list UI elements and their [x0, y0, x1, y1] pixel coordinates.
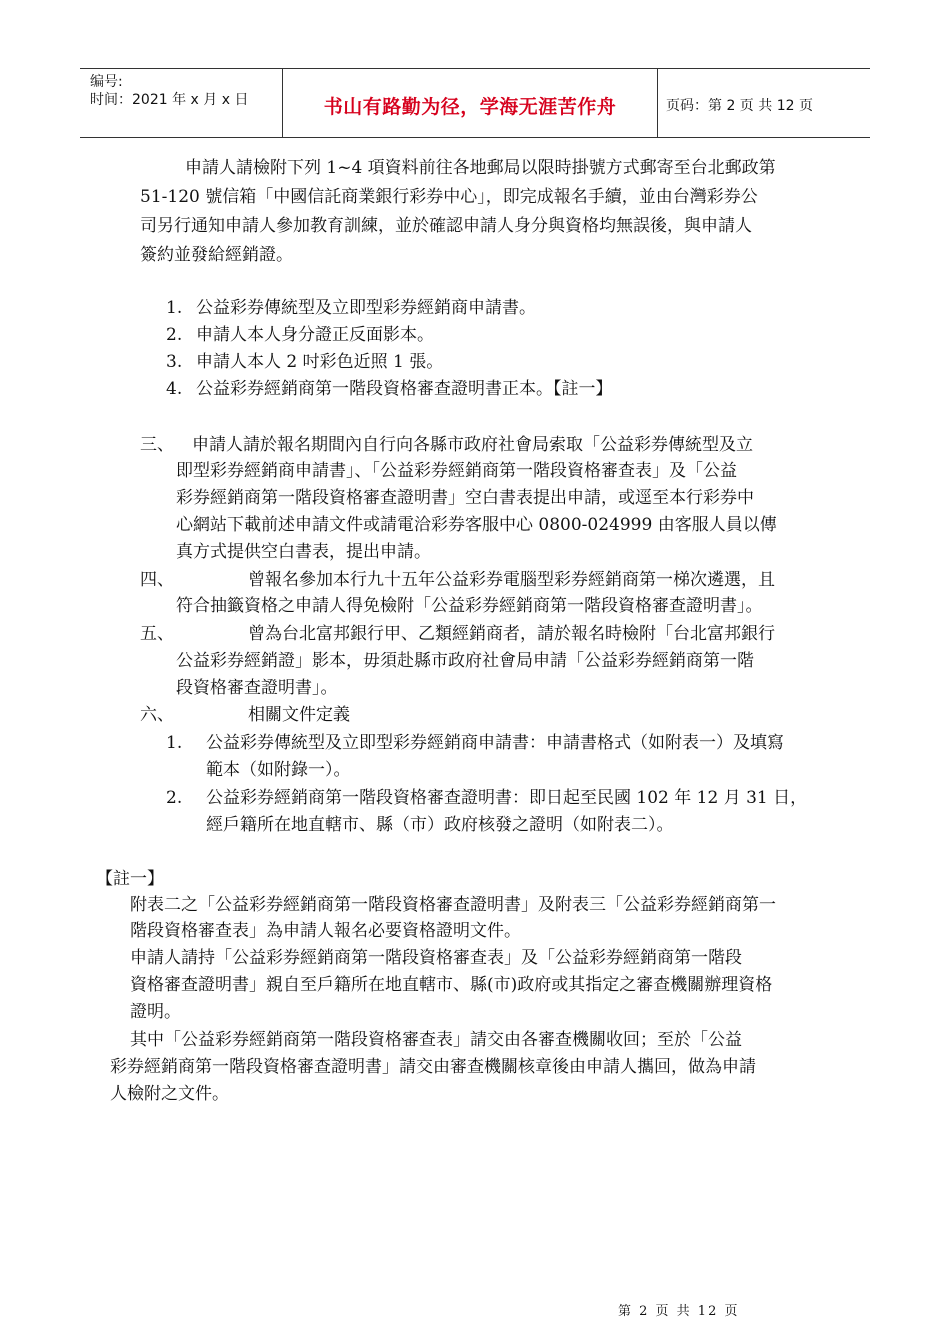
note-line: 彩券經銷商第一階段資格審查證明書」請交由審查機關核章後由申請人攜回，做為申請 — [110, 1057, 756, 1077]
list-item: 申請人本人身分證正反面影本。 — [196, 325, 434, 345]
time-label: 时间：2021 年 x 月 x 日 — [90, 92, 249, 108]
section-line: 彩券經銷商第一階段資格審查證明書」空白書表提出申請，或逕至本行彩券中 — [176, 488, 754, 508]
section-number: 五、 — [140, 624, 174, 644]
section-line: 符合抽籤資格之申請人得免檢附「公益彩券經銷商第一階段資格審查證明書」。 — [176, 596, 763, 616]
definition-line: 經戶籍所在地直轄市、縣（市）政府核發之證明（如附表二）。 — [206, 815, 674, 835]
list-item: 公益彩券經銷商第一階段資格審查證明書正本。【註一】 — [196, 379, 613, 399]
section-line: 真方式提供空白書表，提出申請。 — [176, 542, 431, 562]
definition-line: 公益彩券經銷商第一階段資格審查證明書：即日起至民國 102 年 12 月 31 日， — [206, 788, 808, 808]
number-label: 编号: — [90, 74, 123, 90]
note-line: 人檢附之文件。 — [110, 1084, 229, 1104]
list-item-number: 1. — [166, 298, 183, 318]
intro-line: 申請人請檢附下列 1~4 項資料前往各地郵局以限時掛號方式郵寄至台北郵政第 — [185, 158, 776, 178]
intro-line: 51-120 號信箱「中國信託商業銀行彩券中心」，即完成報名手續，並由台灣彩券公 — [140, 187, 758, 207]
intro-line: 司另行通知申請人參加教育訓練，並於確認申請人身分與資格均無誤後，與申請人 — [140, 216, 752, 236]
header-motto-cell — [283, 69, 658, 137]
section-line: 申請人請於報名期間內自行向各縣市政府社會局索取「公益彩券傳統型及立 — [192, 435, 753, 455]
note-title: 【註一】 — [96, 869, 164, 889]
definition-line: 公益彩券傳統型及立即型彩券經銷商申請書：申請書格式（如附表一）及填寫 — [206, 733, 784, 753]
note-line: 資格審查證明書」親自至戶籍所在地直轄市、縣(市)政府或其指定之審查機關辦理資格 — [130, 975, 773, 995]
page-footer: 第 2 页 共 12 页 — [618, 1304, 740, 1319]
note-line: 其中「公益彩券經銷商第一階段資格審查表」請交由各審查機關收回；至於「公益 — [130, 1030, 742, 1050]
section-line: 曾報名參加本行九十五年公益彩券電腦型彩券經銷商第一梯次遴選，且 — [248, 570, 775, 590]
section-number: 六、 — [140, 705, 174, 725]
section-line: 段資格審查證明書」。 — [176, 678, 338, 698]
section-title: 相關文件定義 — [248, 705, 350, 725]
list-item-number: 1. — [166, 733, 183, 753]
list-item: 公益彩券傳統型及立即型彩券經銷商申請書。 — [196, 298, 536, 318]
section-number: 四、 — [140, 570, 174, 590]
header-info-cell — [80, 69, 283, 137]
section-line: 即型彩券經銷商申請書」、「公益彩券經銷商第一階段資格審查表」及「公益 — [176, 461, 737, 481]
list-item-number: 4. — [166, 379, 183, 399]
section-line: 心網站下載前述申請文件或請電洽彩券客服中心 0800-024999 由客服人員以傳 — [176, 515, 777, 535]
section-line: 公益彩券經銷證」影本，毋須赴縣市政府社會局申請「公益彩券經銷商第一階 — [176, 651, 754, 671]
list-item-number: 3. — [166, 352, 183, 372]
note-line: 附表二之「公益彩券經銷商第一階段資格審查證明書」及附表三「公益彩券經銷商第一 — [130, 895, 776, 915]
definition-line: 範本（如附錄一）。 — [206, 760, 351, 780]
section-number: 三、 — [140, 435, 174, 455]
intro-line: 簽約並發給經銷證。 — [140, 245, 293, 265]
page-header — [80, 68, 870, 138]
note-line: 階段資格審查表」為申請人報名必要資格證明文件。 — [130, 921, 521, 941]
list-item: 申請人本人 2 吋彩色近照 1 張。 — [196, 352, 444, 372]
note-line: 證明。 — [130, 1002, 181, 1022]
section-line: 曾為台北富邦銀行甲、乙類經銷商者，請於報名時檢附「台北富邦銀行 — [248, 624, 775, 644]
motto: 书山有路勤为径，学海无涯苦作舟 — [323, 96, 617, 118]
list-item-number: 2. — [166, 325, 183, 345]
header-page-cell — [658, 69, 870, 137]
page-info: 页码：第 2 页 共 12 页 — [666, 98, 813, 114]
note-line: 申請人請持「公益彩券經銷商第一階段資格審查表」及「公益彩券經銷商第一階段 — [130, 948, 742, 968]
list-item-number: 2. — [166, 788, 183, 808]
